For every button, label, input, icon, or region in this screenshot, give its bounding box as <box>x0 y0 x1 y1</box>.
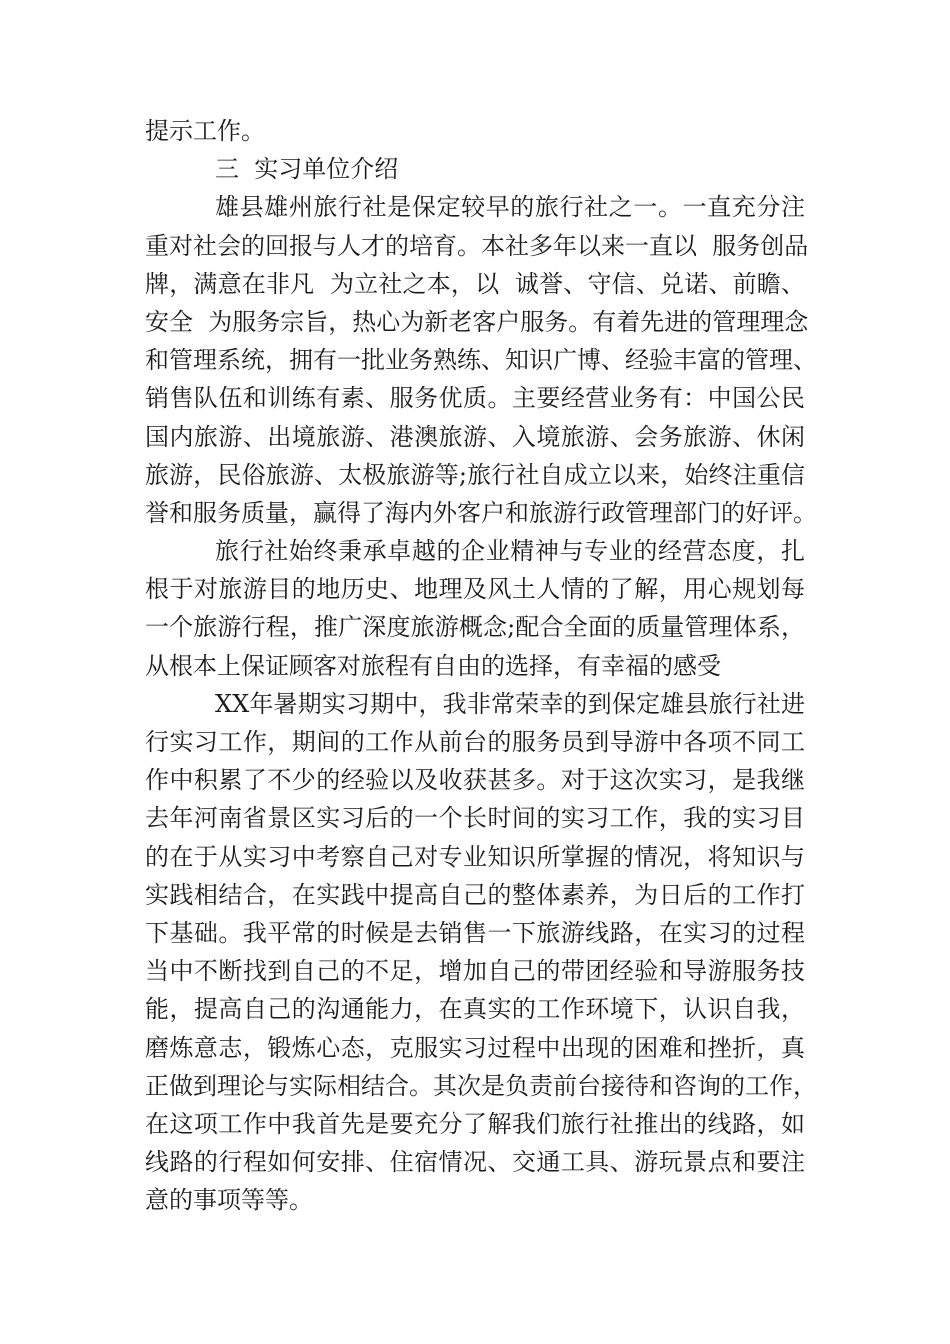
text-line: 线路的行程如何安排、住宿情况、交通工具、游玩景点和要注 <box>145 1148 805 1177</box>
text-line: 雄县雄州旅行社是保定较早的旅行社之一。一直充分注 <box>215 193 805 222</box>
text-line: 行实习工作，期间的工作从前台的服务员到导游中各项不同工 <box>145 728 805 756</box>
text-line: 在这项工作中我首先是要充分了解我们旅行社推出的线路，如 <box>145 1109 805 1138</box>
text-line: 重对社会的回报与人才的培育。本社多年以来一直以 服务创品 <box>145 231 809 260</box>
text-line: 当中不断找到自己的不足，增加自己的带团经验和导游服务技 <box>145 957 805 986</box>
text-line: 一个旅游行程，推广深度旅游概念;配合全面的质量管理体系， <box>145 613 805 642</box>
text-line: 磨炼意志，锻炼心态，克服实习过程中出现的困难和挫折，真 <box>145 1033 805 1062</box>
text-line: 旅游，民俗旅游、太极旅游等;旅行社自成立以来，始终注重信 <box>145 460 805 489</box>
text-line: 誉和服务质量，赢得了海内外客户和旅游行政管理部门的好评。 <box>145 498 817 527</box>
text-line: 从根本上保证顾客对旅程有自由的选择，有幸福的感受 <box>145 651 721 680</box>
text-line: 的在于从实习中考察自己对专业知识所掌握的情况，将知识与 <box>145 842 805 871</box>
text-line: 提示工作。 <box>145 117 265 145</box>
text-line: 下基础。我平常的时候是去销售一下旅游线路，在实习的过程 <box>145 918 805 947</box>
text-line: 销售队伍和训练有素、服务优质。主要经营业务有：中国公民 <box>145 384 805 413</box>
text-line: 正做到理论与实际相结合。其次是负责前台接待和咨询的工作， <box>145 1071 817 1100</box>
text-line: 旅行社始终秉承卓越的企业精神与专业的经营态度，扎 <box>215 537 805 566</box>
text-line: 国内旅游、出境旅游、港澳旅游、入境旅游、会务旅游、休闲 <box>145 422 805 451</box>
text-line: 三 实习单位介绍 <box>215 155 399 184</box>
text-line: 安全 为服务宗旨，热心为新老客户服务。有着先进的管理理念 <box>145 307 809 336</box>
document-body <box>145 112 817 1219</box>
text-line: 牌，满意在非凡 为立社之本，以 诚誉、守信、兑诺、前瞻、 <box>145 269 805 298</box>
text-line: 根于对旅游目的地历史、地理及风土人情的了解，用心规划每 <box>145 575 805 604</box>
text-line: 作中积累了不少的经验以及收获甚多。对于这次实习，是我继 <box>145 766 805 795</box>
text-line: 实践相结合，在实践中提高自己的整体素养，为日后的工作打 <box>145 880 805 909</box>
text-line: 和管理系统，拥有一批业务熟练、知识广博、经验丰富的管理、 <box>145 346 817 375</box>
text-line: XX年暑期实习期中，我非常荣幸的到保定雄县旅行社进 <box>215 689 805 718</box>
text-line: 能，提高自己的沟通能力，在真实的工作环境下，认识自我， <box>145 995 805 1024</box>
text-line: 去年河南省景区实习后的一个长时间的实习工作，我的实习目 <box>145 804 805 833</box>
text-line: 意的事项等等。 <box>145 1186 313 1215</box>
